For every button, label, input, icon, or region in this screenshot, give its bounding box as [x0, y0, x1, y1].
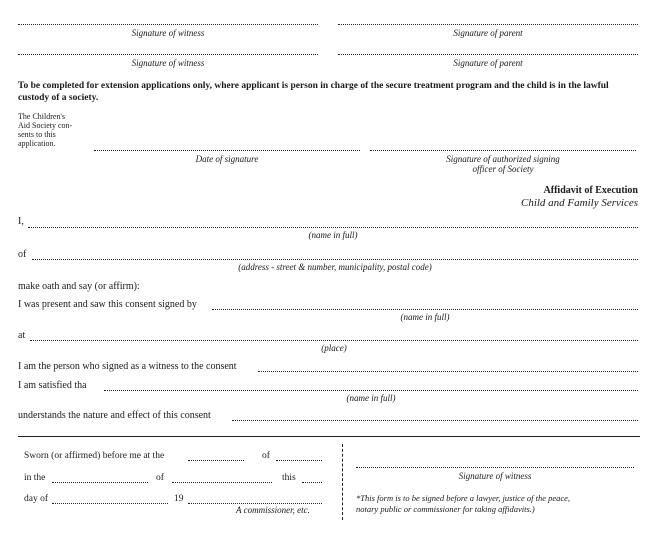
officer-signature-caption [370, 154, 636, 174]
witness-signature-caption-2: Signature of witness [131, 58, 205, 68]
this-field[interactable] [302, 482, 322, 483]
extension-note: To be completed for extension applications only, where applicant is person in charge of the secure treatment program and the child is in the lawful custody of a society. [18, 81, 609, 103]
satisfied-text: I am satisfied tha [18, 380, 87, 391]
present-text: I was present and saw this consent signed by [18, 299, 197, 310]
officer-caption-line-2: officer of Society [472, 164, 534, 174]
footnote-line-2: notary public or commissioner for taking affidavits.) [356, 504, 535, 514]
year-label: 19 [174, 494, 184, 504]
understands-text: understands the nature and effect of this consent [18, 410, 211, 421]
satisfied-name-hint: (name in full) [346, 393, 396, 403]
day-of-field[interactable] [52, 503, 168, 504]
i-label: I, [18, 216, 24, 227]
witness-signature-line-2[interactable] [18, 54, 318, 55]
understands-line[interactable] [232, 420, 638, 421]
place-hint: (place) [321, 343, 347, 353]
deponent-name-field[interactable] [28, 227, 638, 228]
jurat-of-label: of [262, 451, 270, 461]
society-consent-line: Aid Society con- [18, 121, 73, 130]
jurat-divider [342, 444, 343, 520]
parent-signature-line-1[interactable] [338, 24, 638, 25]
satisfied-name-field[interactable] [104, 390, 638, 391]
witness-signature-line-1[interactable] [18, 24, 318, 25]
jurat-witness-signature-line[interactable] [356, 467, 634, 468]
day-of-label: day of [24, 494, 49, 504]
sworn-at-field[interactable] [188, 460, 244, 461]
address-field[interactable] [32, 259, 638, 260]
officer-caption-line-1: Signature of authorized signing [446, 154, 560, 164]
at-label: at [18, 330, 26, 341]
jurat-of-label-2: of [156, 473, 164, 483]
jurat-of-field[interactable] [276, 460, 322, 461]
parent-signature-line-2[interactable] [338, 54, 638, 55]
commissioner-caption: A commissioner, etc. [236, 505, 310, 515]
this-label: this [282, 473, 296, 483]
jurat-witness-signature-caption: Signature of witness [458, 471, 532, 481]
witness-person-text: I am the person who signed as a witness to the consent [18, 361, 237, 372]
of-label: of [18, 249, 27, 260]
parent-signature-caption-1: Signature of parent [453, 28, 523, 38]
oath-text: make oath and say (or affirm): [18, 281, 140, 292]
witness-signature-caption-1: Signature of witness [131, 28, 205, 38]
signer-name-hint: (name in full) [400, 312, 450, 322]
society-consent-line: sents to this [18, 130, 56, 139]
officer-signature-line[interactable] [370, 150, 636, 151]
society-consent-line: application. [18, 139, 56, 148]
jurat-footnote [356, 493, 638, 515]
signer-name-field[interactable] [212, 309, 638, 310]
affidavit-title: Affidavit of Execution [543, 185, 638, 196]
commissioner-signature-line[interactable] [188, 503, 322, 504]
deponent-name-hint: (name in full) [308, 230, 358, 240]
society-consent-line: The Children's [18, 112, 65, 121]
jurat-separator [18, 436, 640, 437]
jurat-of-field-2[interactable] [172, 482, 272, 483]
date-of-signature-line[interactable] [94, 150, 360, 151]
in-the-field[interactable] [52, 482, 148, 483]
in-the-label: in the [24, 473, 46, 483]
society-consent-text [18, 112, 88, 148]
affidavit-subtitle: Child and Family Services [520, 197, 638, 209]
footnote-line-1: *This form is to be signed before a lawyer, justice of the peace, [356, 493, 571, 503]
date-of-signature-caption: Date of signature [195, 154, 259, 164]
place-field[interactable] [30, 340, 638, 341]
witness-person-line[interactable] [258, 371, 638, 372]
sworn-text: Sworn (or affirmed) before me at the [24, 451, 165, 461]
parent-signature-caption-2: Signature of parent [453, 58, 523, 68]
address-hint: (address - street & number, municipality, postal code) [238, 262, 432, 272]
